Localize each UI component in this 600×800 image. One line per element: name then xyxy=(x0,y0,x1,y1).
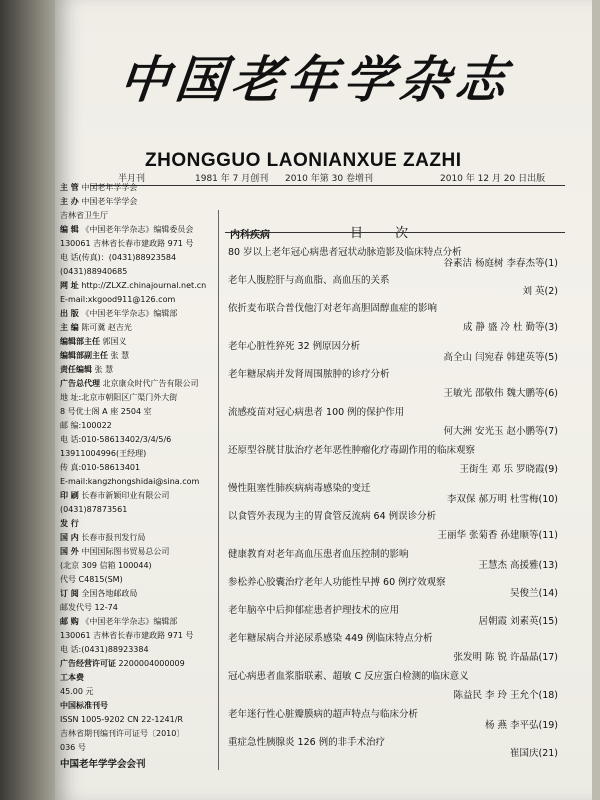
masthead-label: 发 行 xyxy=(60,519,79,528)
toc-entry-title[interactable]: 老年糖尿病合并泌尿系感染 449 例临床特点分析 xyxy=(228,633,433,644)
toc-entry-authors: 王丽华 张菊香 孙建顺等(11) xyxy=(437,530,558,541)
masthead-text: 传 真:010-58613401 xyxy=(60,463,141,472)
toc-section: 内科疾病 xyxy=(230,230,270,241)
toc-entry-title[interactable]: 流感疫苗对冠心病患者 100 例的保护作用 xyxy=(228,407,405,418)
masthead-row xyxy=(60,686,215,697)
toc-entry-title[interactable]: 冠心病患者血浆脂联素、超敏 C 反应蛋白检测的临床意义 xyxy=(228,671,469,682)
column-divider xyxy=(218,210,219,770)
masthead-text: 《中国老年学杂志》编辑部 xyxy=(81,309,178,318)
masthead-text: 中国国际图书贸易总公司 xyxy=(81,547,170,556)
masthead-text: 电 话(传真)：(0431)88923584 xyxy=(60,253,177,262)
masthead-label: 工本费 xyxy=(60,673,84,682)
toc-entry-title[interactable]: 依折麦布联合普伐他汀对老年高胆固醇血症的影响 xyxy=(228,303,438,314)
frequency-label: 半月刊 xyxy=(118,174,146,184)
masthead-row xyxy=(60,308,215,319)
masthead-label: 国 外 xyxy=(60,547,79,556)
toc-entry-title[interactable]: 老年脑卒中后抑郁症患者护理技术的应用 xyxy=(228,605,400,616)
masthead-row xyxy=(60,476,215,487)
masthead-text: 电 话:010-58613402/3/4/5/6 xyxy=(60,435,172,444)
masthead-row xyxy=(60,602,215,613)
masthead-text: 代号 C4815(SM) xyxy=(60,575,123,584)
toc-rule xyxy=(225,232,565,233)
masthead-label: 编 辑 xyxy=(60,225,79,234)
masthead-label: 广告经营许可证 xyxy=(60,659,116,668)
toc-entry-authors: 陈益民 李 玲 王允个(18) xyxy=(453,690,558,701)
masthead-text: 郭国义 xyxy=(102,337,127,346)
volume-label: 2010 年第 30 卷增刊 xyxy=(285,174,373,184)
toc-entry-title[interactable]: 以食管外表现为主的胃食管反流病 64 例误诊分析 xyxy=(228,511,437,522)
toc-entry-authors: 张发明 陈 锐 许晶晶(17) xyxy=(453,652,558,663)
masthead-column xyxy=(60,182,215,770)
masthead-text: 《中国老年学杂志》编辑部 xyxy=(81,617,178,626)
toc-entry-title[interactable]: 重症急性胰腺炎 126 例的非手术治疗 xyxy=(228,737,386,748)
masthead-row xyxy=(60,336,215,347)
masthead-label: 印 刷 xyxy=(60,491,79,500)
masthead-label: 编辑部主任 xyxy=(60,337,100,346)
masthead-text: E-mail:kangzhongshidai@sina.com xyxy=(60,477,200,486)
masthead-text: 8 号优士阁 A 座 2504 室 xyxy=(60,407,152,416)
footer-org: 中国老年学学会会刊 xyxy=(60,759,146,770)
masthead-label: 网 址 xyxy=(60,281,79,290)
masthead-text: 13911004996(王经理) xyxy=(60,449,147,458)
masthead-label: 中国标准刊号 xyxy=(60,701,108,710)
masthead-row xyxy=(60,252,215,263)
toc-entry-title[interactable]: 老年糖尿病并发肾周围脓肿的诊疗分析 xyxy=(228,369,390,380)
toc-entry-title[interactable]: 老年人腹腔肝与高血脂、高血压的关系 xyxy=(228,275,390,286)
masthead-text: 邮 编:100022 xyxy=(60,421,112,430)
masthead-row xyxy=(60,350,215,361)
masthead-row xyxy=(60,210,215,221)
masthead-label: 邮 购 xyxy=(60,617,79,626)
masthead-row xyxy=(60,224,215,235)
masthead-text: 地 址:北京市朝阳区广渠门外大街 xyxy=(60,393,178,402)
masthead-text: E-mail:xkgood911@126.com xyxy=(60,295,176,304)
masthead-label: 主 管 xyxy=(60,183,79,192)
toc-entry-authors: 王街生 邓 乐 罗晓霞(9) xyxy=(459,464,558,475)
masthead-row xyxy=(60,406,215,417)
masthead-row xyxy=(60,462,215,473)
toc-entry-authors: 李双保 郝万明 杜雪梅(10) xyxy=(446,494,558,505)
toc-entry-authors: 崔国庆(21) xyxy=(509,748,558,759)
masthead-label: 主 编 xyxy=(60,323,79,332)
masthead-row xyxy=(60,714,215,725)
masthead-label: 国 内 xyxy=(60,533,79,542)
masthead-row xyxy=(60,434,215,445)
toc-heading: 目 次 xyxy=(350,226,423,241)
masthead-row xyxy=(60,364,215,375)
masthead-row xyxy=(60,238,215,249)
toc-entry-authors: 成 静 盛 冷 杜 勤等(3) xyxy=(462,322,558,333)
toc-entry-title[interactable]: 健康教育对老年高血压患者血压控制的影响 xyxy=(228,549,409,560)
masthead-row xyxy=(60,574,215,585)
journal-title-pinyin: ZHONGGUO LAONIANXUE ZAZHI xyxy=(145,150,462,171)
masthead-row xyxy=(60,546,215,557)
masthead-row xyxy=(60,588,215,599)
masthead-label: 出 版 xyxy=(60,309,79,318)
pub-date-label: 2010 年 12 月 20 日出版 xyxy=(440,174,546,184)
masthead-text: http://ZLXZ.chinajournal.net.cn xyxy=(81,281,207,290)
masthead-row xyxy=(60,294,215,305)
masthead-text: ISSN 1005-9202 CN 22-1241/R xyxy=(60,715,183,724)
masthead-text: 张 慧 xyxy=(110,351,130,360)
founded-label: 1981 年 7 月创刊 xyxy=(195,174,269,184)
masthead-label: 责任编辑 xyxy=(60,365,92,374)
journal-title-calligraphy: 中国老年学杂志 xyxy=(116,50,515,109)
masthead-row xyxy=(60,532,215,543)
masthead-label: 主 办 xyxy=(60,197,79,206)
masthead-row xyxy=(60,616,215,627)
masthead-row xyxy=(60,322,215,333)
toc-entry-title[interactable]: 慢性阻塞性肺疾病病毒感染的变迁 xyxy=(228,483,371,494)
toc-entry-authors: 刘 英(2) xyxy=(522,286,558,297)
masthead-row xyxy=(60,182,215,193)
masthead-row xyxy=(60,196,215,207)
masthead-text: 中国老年学学会 xyxy=(81,183,138,192)
toc-entry-authors: 王慧杰 高援雅(13) xyxy=(478,560,558,571)
masthead-row xyxy=(60,448,215,459)
masthead-text: 130061 吉林省长春市建政路 971 号 xyxy=(60,631,194,640)
masthead-row xyxy=(60,490,215,501)
masthead-row xyxy=(60,630,215,641)
masthead-row xyxy=(60,728,215,739)
masthead-row xyxy=(60,560,215,571)
masthead-text: 《中国老年学杂志》编辑委员会 xyxy=(81,225,194,234)
masthead-text: 全国各地邮政局 xyxy=(81,589,138,598)
masthead-row xyxy=(60,658,215,669)
masthead-row xyxy=(60,280,215,291)
masthead-text: 130061 吉林省长春市建政路 971 号 xyxy=(60,239,194,248)
masthead-text: 北京康众时代广告有限公司 xyxy=(102,379,199,388)
toc-entry-title[interactable]: 参松养心胶囊治疗老年人功能性早搏 60 例疗效观察 xyxy=(228,577,446,588)
masthead-text: (0431)87873561 xyxy=(60,505,128,514)
masthead-text: 长春市报刊发行局 xyxy=(81,533,146,542)
masthead-row xyxy=(60,392,215,403)
toc-entry-authors: 谷素洁 杨庭树 李春杰等(1) xyxy=(443,258,558,269)
masthead-row xyxy=(60,742,215,753)
masthead-text: 中国老年学学会 xyxy=(81,197,138,206)
masthead-text: 45.00 元 xyxy=(60,687,94,696)
masthead-row xyxy=(60,378,215,389)
toc-entry-authors: 何大洲 安光玉 赵小鹏等(7) xyxy=(443,426,558,437)
masthead-text: 吉林省卫生厅 xyxy=(60,211,108,220)
masthead-text: 陈可冀 赵吉光 xyxy=(81,323,132,332)
page-edge xyxy=(592,0,600,800)
masthead-label: 编辑部副主任 xyxy=(60,351,108,360)
masthead-row xyxy=(60,644,215,655)
masthead-text: 长春市新颖印业有限公司 xyxy=(81,491,170,500)
toc-entry-title[interactable]: 80 岁以上老年冠心病患者冠状动脉造影及临床特点分析 xyxy=(228,247,462,258)
masthead-text: 邮发代号 12-74 xyxy=(60,603,118,612)
toc-entry-title[interactable]: 老年心脏性猝死 32 例原因分析 xyxy=(228,341,361,352)
masthead-label: 订 阅 xyxy=(60,589,79,598)
toc-entry-authors: 高全山 闫宛春 韩建英等(5) xyxy=(443,352,558,363)
toc-entry-authors: 居朝霞 刘素英(15) xyxy=(478,616,558,627)
masthead-text: 电 话:(0431)88923384 xyxy=(60,645,149,654)
masthead-row xyxy=(60,700,215,711)
masthead-row xyxy=(60,420,215,431)
toc-entry-authors: 杨 燕 李平弘(19) xyxy=(484,720,558,731)
masthead-row xyxy=(60,504,215,515)
masthead-label: 广告总代理 xyxy=(60,379,100,388)
masthead-text: 张 慧 xyxy=(94,365,114,374)
masthead-text: (0431)88940685 xyxy=(60,267,128,276)
masthead-text: 2200004000009 xyxy=(118,659,185,668)
masthead-row xyxy=(60,672,215,683)
masthead-text: (北京 309 信箱 100044) xyxy=(60,561,152,570)
masthead-row xyxy=(60,518,215,529)
masthead-text: 036 号 xyxy=(60,743,86,752)
toc-entry-title[interactable]: 还原型谷胱甘肽治疗老年恶性肿瘤化疗毒副作用的临床观察 xyxy=(228,445,476,456)
masthead-row xyxy=(60,266,215,277)
toc-entry-authors: 王敏光 邵敬伟 魏大鹏等(6) xyxy=(443,388,558,399)
toc-entry-authors: 吴俊兰(14) xyxy=(509,588,558,599)
toc-entry-title[interactable]: 老年迷行性心脏瓣膜病的超声特点与临床分析 xyxy=(228,709,419,720)
masthead-text: 吉林省期刊编刊许可证号〔2010〕 xyxy=(60,729,185,738)
